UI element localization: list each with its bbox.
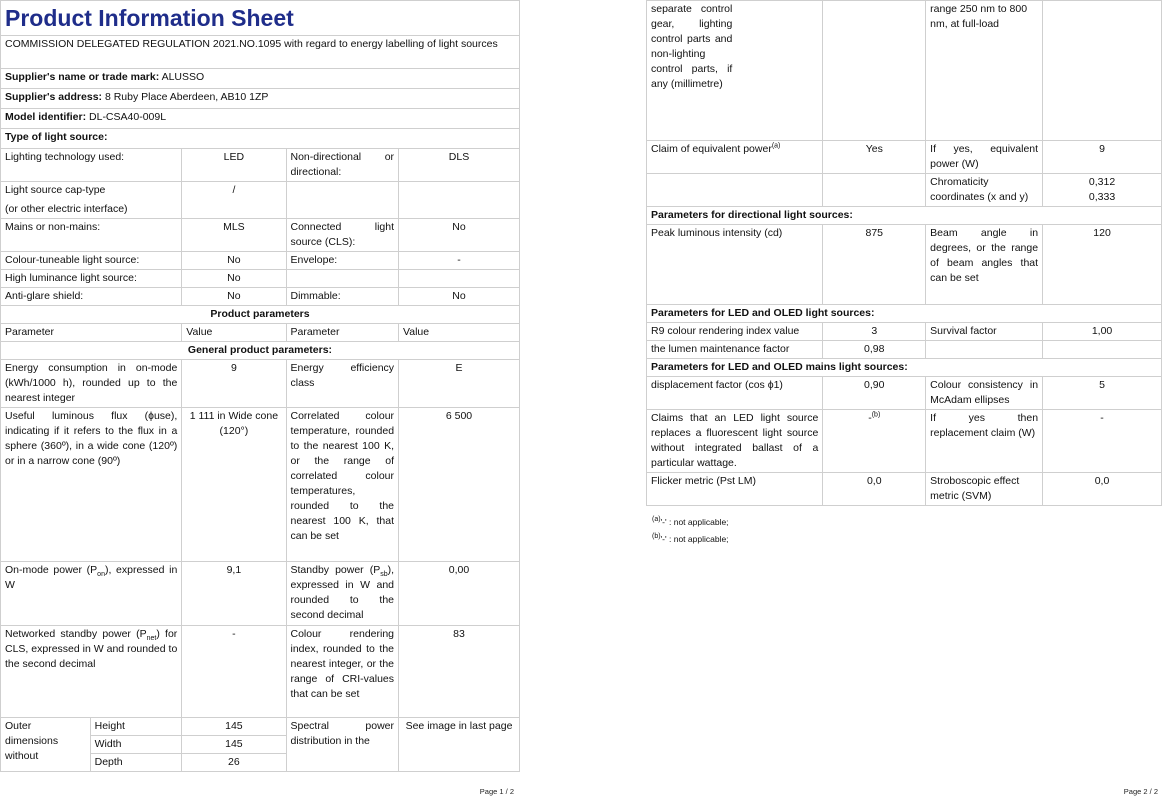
- col-header-value-2: Value: [399, 324, 520, 342]
- width-label: Width: [90, 736, 182, 754]
- chromaticity-y: 0,333: [1088, 191, 1116, 203]
- chromaticity-values: [1043, 174, 1162, 207]
- standby-power-value: 0,00: [399, 562, 520, 626]
- equivalent-power-label: If yes, equivalent power (W): [926, 141, 1043, 174]
- page-1: [0, 0, 520, 800]
- mains-value: MLS: [182, 219, 286, 252]
- chromaticity-label: Chromaticity coordinates (x and y): [926, 174, 1043, 207]
- energy-consumption-label: Energy consumption in on-mode (kWh/1000 h), rounded up to the nearest integer: [1, 360, 182, 408]
- peak-intensity-label: Peak luminous intensity (cd): [647, 225, 823, 305]
- page-number-1: Page 1 / 2: [479, 787, 514, 796]
- displacement-factor-value: 0,90: [823, 377, 926, 410]
- colour-tuneable-value: No: [182, 252, 286, 270]
- chromaticity-x: 0,312: [1088, 176, 1116, 188]
- led-params-heading: Parameters for LED and OLED light sources:: [647, 305, 1162, 323]
- supplier-address-label: Supplier's address:: [5, 91, 103, 103]
- dimensions-continued-label: separate control gear, lighting control parts and non-lighting control parts, if any (millimetre): [647, 1, 823, 141]
- depth-value: 26: [182, 754, 286, 772]
- footnotes: [646, 514, 1162, 548]
- anti-glare-label: Anti-glare shield:: [1, 288, 182, 306]
- lighting-tech-label: Lighting technology used:: [1, 149, 182, 182]
- model-row: [1, 109, 520, 129]
- luminous-flux-value: 1 111 in Wide cone (120°): [182, 408, 286, 562]
- r9-value: 3: [823, 323, 926, 341]
- directional-label: Non-directional or directional:: [286, 149, 399, 182]
- cls-value: No: [399, 219, 520, 252]
- mains-params-heading: Parameters for LED and OLED mains light sources:: [647, 359, 1162, 377]
- on-mode-power-label: On-mode power $(P_{on})$, expressed in W: [1, 562, 182, 626]
- colour-consistency-value: 5: [1043, 377, 1162, 410]
- replacement-claim-label: If yes then replacement claim (W): [926, 410, 1043, 473]
- colour-consistency-label: Colour consistency in McAdam ellipses: [926, 377, 1043, 410]
- energy-consumption-value: 9: [182, 360, 286, 408]
- footnote-a: $^{(a)}$'-' : not applicable;: [652, 516, 729, 527]
- envelope-value: -: [399, 252, 520, 270]
- directional-value: DLS: [399, 149, 520, 182]
- envelope-label: Envelope:: [286, 252, 399, 270]
- networked-standby-label: Networked standby power $(P_{net})$ for CLS, expressed in W and rounded to the second decimal: [1, 626, 182, 718]
- regulation-text: COMMISSION DELEGATED REGULATION 2021.NO.1095 with regard to energy labelling of light sources: [1, 36, 520, 69]
- colour-temperature-value: 6 500: [399, 408, 520, 562]
- general-parameters-heading: General product parameters:: [1, 342, 520, 360]
- outer-dimensions-label: Outer dimensions without: [1, 718, 91, 772]
- col-header-parameter: Parameter: [1, 324, 182, 342]
- lumen-maintenance-value: 0,98: [823, 341, 926, 359]
- supplier-name-row: [1, 69, 520, 89]
- cap-type-value: /: [182, 182, 286, 219]
- r9-label: R9 colour rendering index value: [647, 323, 823, 341]
- beam-angle-value: 120: [1043, 225, 1162, 305]
- supplier-name-value: ALUSSO: [161, 71, 205, 83]
- height-value: 145: [182, 718, 286, 736]
- anti-glare-value: No: [182, 288, 286, 306]
- lighting-tech-value: LED: [182, 149, 286, 182]
- col-header-value: Value: [182, 324, 286, 342]
- cri-label: Colour rendering index, rounded to the nearest integer, or the range of CRI-values that can be set: [286, 626, 399, 718]
- mains-label: Mains or non-mains:: [1, 219, 182, 252]
- survival-factor-value: 1,00: [1043, 323, 1162, 341]
- energy-class-value: E: [399, 360, 520, 408]
- fluorescent-claim-value: -$^{(b)}$: [823, 410, 926, 473]
- model-value: DL-CSA40-009L: [89, 111, 167, 123]
- networked-standby-value: -: [182, 626, 286, 718]
- product-info-table-page-2: [646, 0, 1162, 506]
- stroboscopic-label: Stroboscopic effect metric (SVM): [926, 473, 1043, 506]
- spectral-distribution-value: See image in last page: [399, 718, 520, 772]
- dimmable-value: No: [399, 288, 520, 306]
- equivalent-power-claim-value: Yes: [823, 141, 926, 174]
- flicker-metric-value: 0,0: [823, 473, 926, 506]
- cap-type-line-2: (or other electric interface): [5, 203, 128, 215]
- width-value: 145: [182, 736, 286, 754]
- high-luminance-value: No: [182, 270, 286, 288]
- cri-value: 83: [399, 626, 520, 718]
- product-info-table-page-1: [0, 0, 520, 772]
- col-header-parameter-2: Parameter: [286, 324, 399, 342]
- beam-angle-label: Beam angle in degrees, or the range of beam angles that can be set: [926, 225, 1043, 305]
- cap-type-label: [1, 182, 182, 219]
- equivalent-power-value: 9: [1043, 141, 1162, 174]
- cls-label: Connected light source (CLS):: [286, 219, 399, 252]
- colour-tuneable-label: Colour-tuneable light source:: [1, 252, 182, 270]
- displacement-factor-label: displacement factor (cos ϕ1): [647, 377, 823, 410]
- spectral-distribution-label: Spectral power distribution in the: [286, 718, 399, 772]
- flicker-metric-label: Flicker metric (Pst LM): [647, 473, 823, 506]
- on-mode-power-value: 9,1: [182, 562, 286, 626]
- model-label: Model identifier:: [5, 111, 87, 123]
- replacement-claim-value: -: [1043, 410, 1162, 473]
- fluorescent-claim-label: Claims that an LED light source replaces a fluorescent light source without integrated ballast of a particular wattage.: [647, 410, 823, 473]
- page-title: Product Information Sheet: [1, 1, 520, 36]
- directional-params-heading: Parameters for directional light sources:: [647, 207, 1162, 225]
- peak-intensity-value: 875: [823, 225, 926, 305]
- luminous-flux-label: Useful luminous flux (ɸuse), indicating if it refers to the flux in a sphere (360º), in a wide cone (120º) or in a narrow cone (90º): [1, 408, 182, 562]
- energy-class-label: Energy efficiency class: [286, 360, 399, 408]
- cap-type-line-1: Light source cap-type: [5, 184, 106, 196]
- supplier-address-value: 8 Ruby Place Aberdeen, AB10 1ZP: [104, 91, 269, 103]
- height-label: Height: [90, 718, 182, 736]
- high-luminance-label: High luminance light source:: [1, 270, 182, 288]
- product-parameters-heading: Product parameters: [1, 306, 520, 324]
- supplier-address-row: [1, 89, 520, 109]
- standby-power-label: Standby power $(P_{sb})$, expressed in W and rounded to the second decimal: [286, 562, 399, 626]
- depth-label: Depth: [90, 754, 182, 772]
- page-2: [646, 0, 1162, 800]
- page-number-2: Page 2 / 2: [1123, 787, 1158, 796]
- spectral-range-label: range 250 nm to 800 nm, at full-load: [926, 1, 1043, 141]
- footnote-b: $^{(b)}$'-' : not applicable;: [652, 533, 729, 544]
- equivalent-power-claim-label: Claim of equivalent power$^{(a)}$: [647, 141, 823, 174]
- survival-factor-label: Survival factor: [926, 323, 1043, 341]
- dimmable-label: Dimmable:: [286, 288, 399, 306]
- supplier-name-label: Supplier's name or trade mark:: [5, 71, 160, 83]
- light-source-type-label: Type of light source:: [1, 129, 520, 149]
- lumen-maintenance-label: the lumen maintenance factor: [647, 341, 823, 359]
- stroboscopic-value: 0,0: [1043, 473, 1162, 506]
- colour-temperature-label: Correlated colour temperature, rounded to the nearest 100 K, or the range of correlated colour temperatures, rounded to the nearest 100 K, that can be set: [286, 408, 399, 562]
